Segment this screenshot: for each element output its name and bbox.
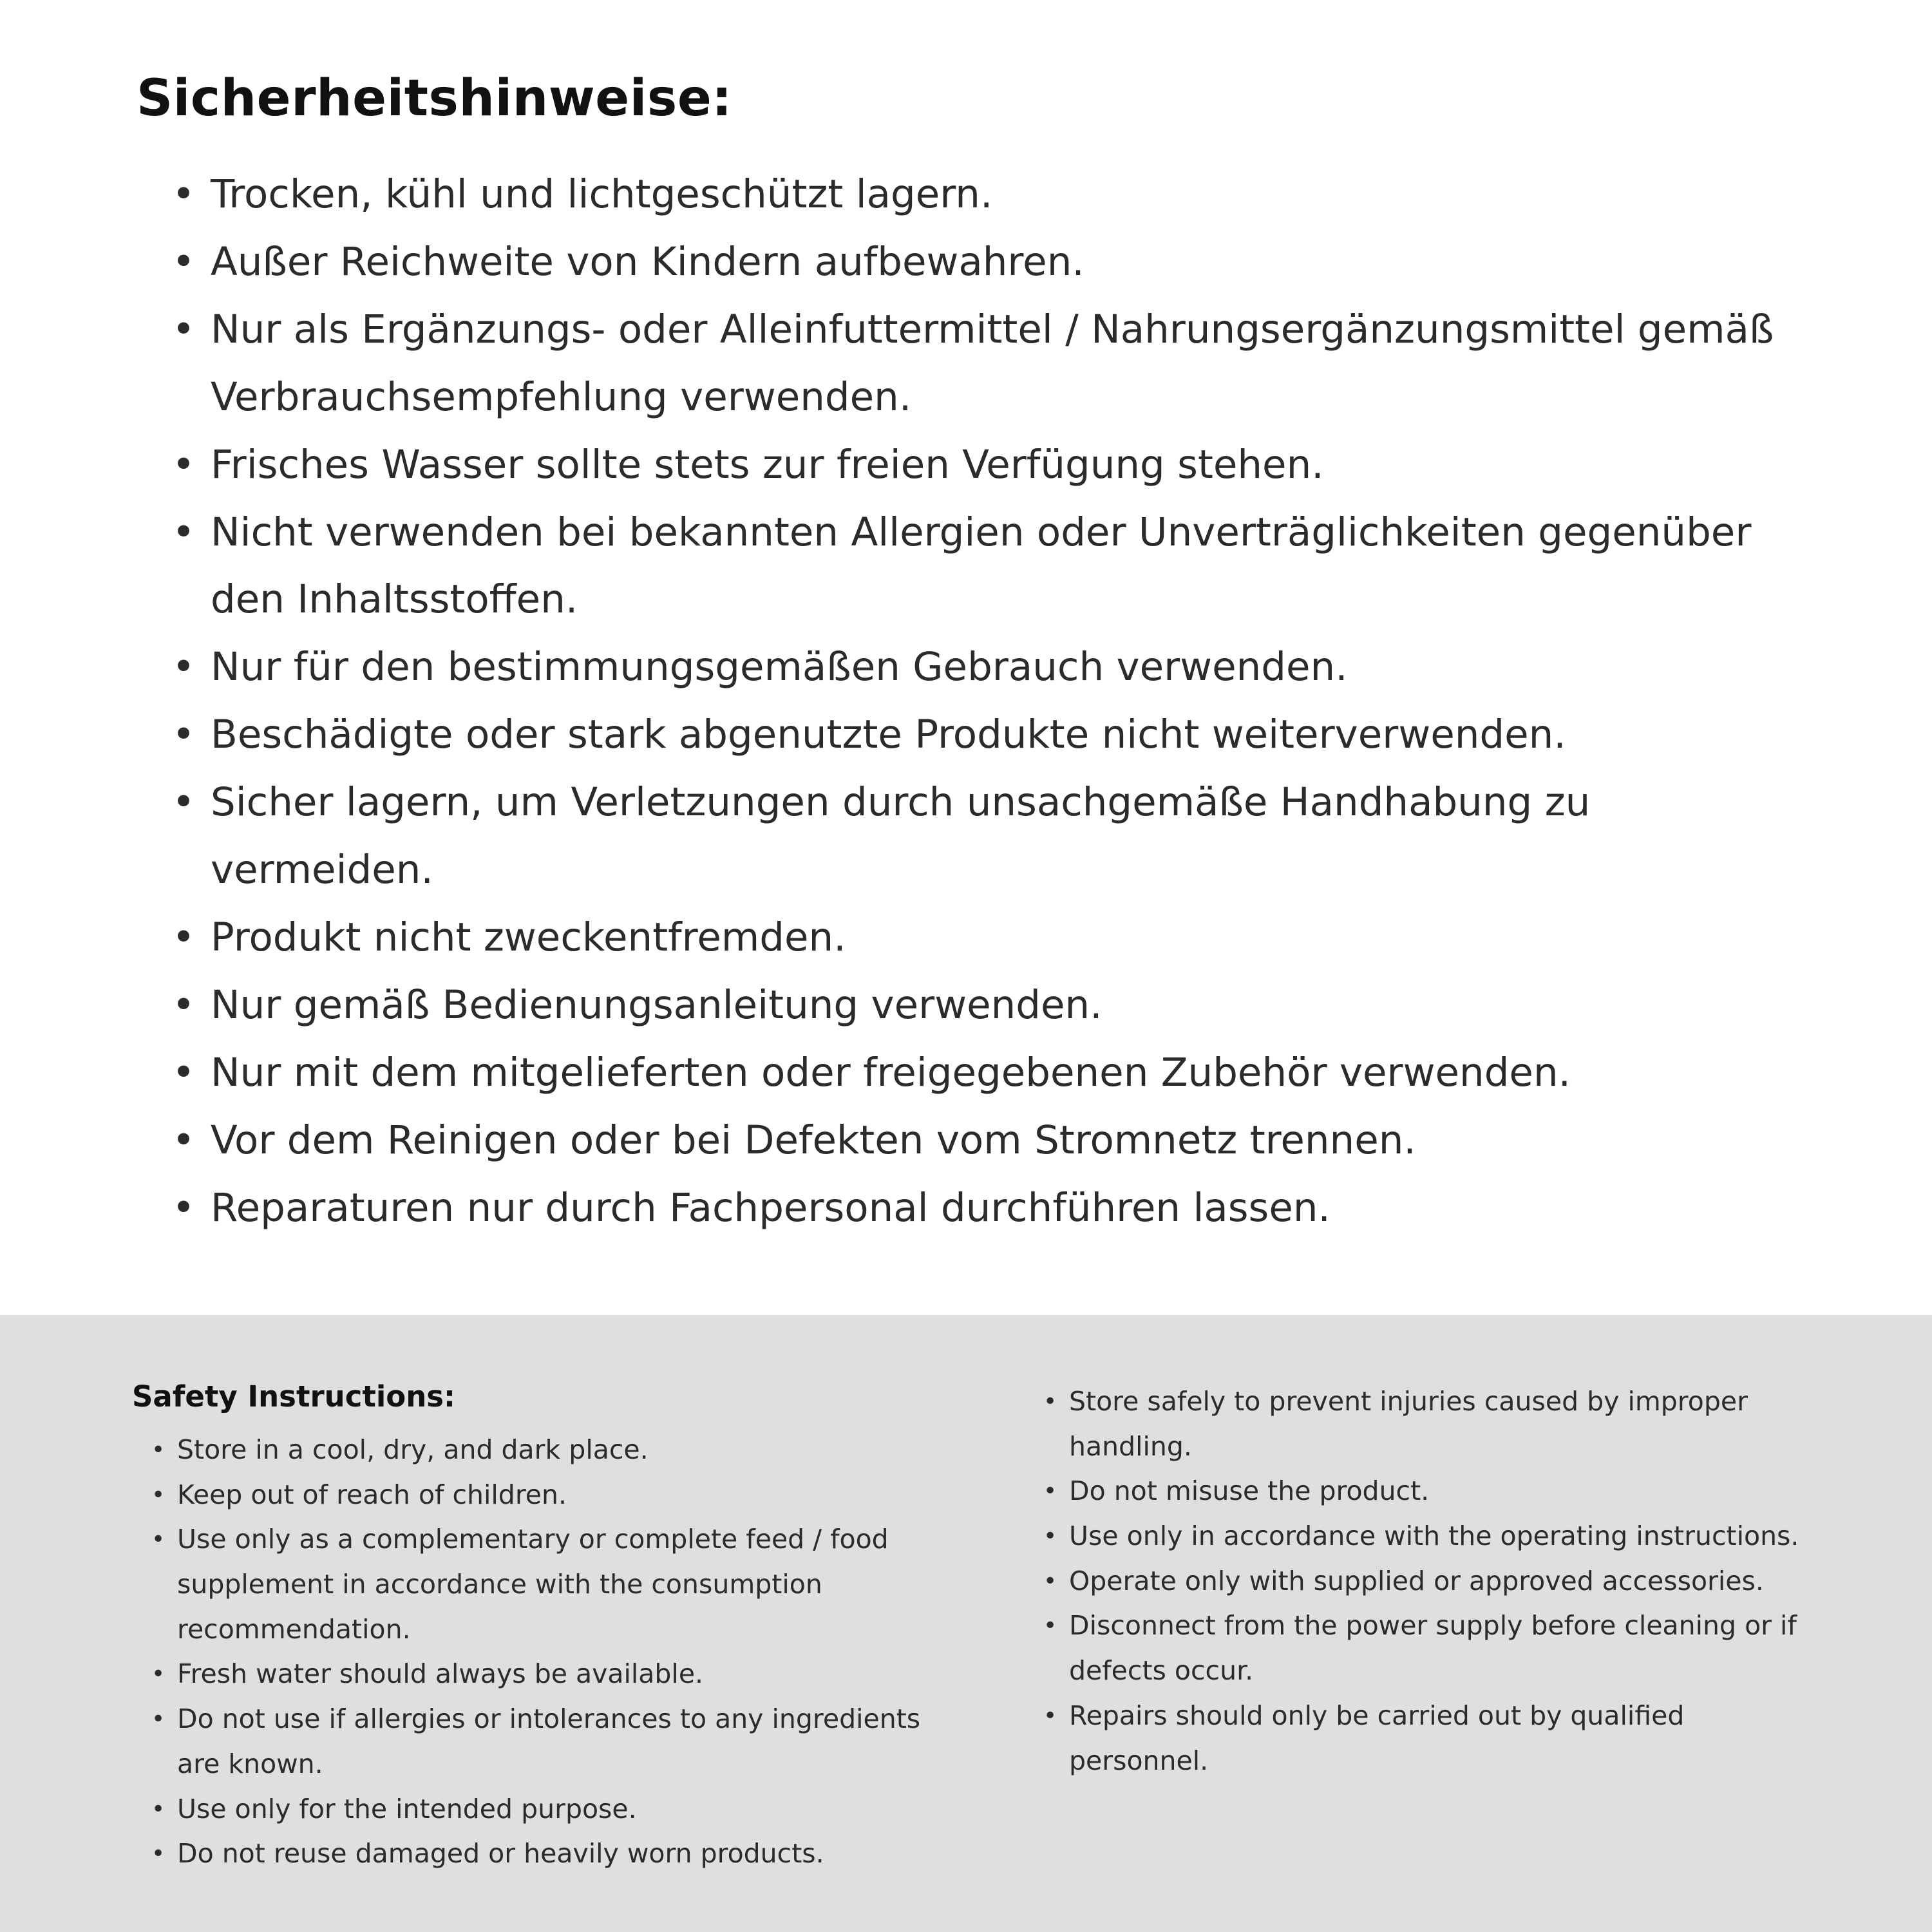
list-item: • Repairs should only be carried out by qualified personnel. [1043,1694,1819,1783]
list-item: • Keep out of reach of children. [151,1473,927,1518]
list-item: • Frisches Wasser sollte stets zur freien Verfügung stehen. [172,431,1816,499]
list-item: • Reparaturen nur durch Fachpersonal durchführen lassen. [172,1175,1816,1242]
english-two-column-layout [132,1379,1819,1877]
list-item: • Use only in accordance with the operating instructions. [1043,1514,1819,1559]
list-item: • Nur für den bestimmungsgemäßen Gebrauch verwenden. [172,634,1816,701]
list-item: • Nur mit dem mitgelieferten oder freigegebenen Zubehör verwenden. [172,1039,1816,1107]
list-item: • Store in a cool, dry, and dark place. [151,1428,927,1473]
list-item: • Trocken, kühl und lichtgeschützt lagern. [172,161,1816,229]
list-item: • Disconnect from the power supply before cleaning or if defects occur. [1043,1604,1819,1693]
list-item: • Use only for the intended purpose. [151,1787,927,1832]
list-item: • Do not use if allergies or intolerances to any ingredients are known. [151,1697,927,1786]
list-item: • Nur gemäß Bedienungsanleitung verwenden. [172,972,1816,1039]
list-item: • Vor dem Reinigen oder bei Defekten vom Stromnetz trennen. [172,1107,1816,1175]
english-right-column [1024,1379,1819,1783]
list-item: • Beschädigte oder stark abgenutzte Produkte nicht weiterverwenden. [172,701,1816,769]
german-section-title: Sicherheitshinweise: [137,70,732,128]
list-item: • Außer Reichweite von Kindern aufbewahren. [172,229,1816,296]
list-item: • Nur als Ergänzungs- oder Alleinfuttermittel / Nahrungsergänzungsmittel gemäß Verbrauchsempfehlung verwenden. [172,296,1816,431]
english-safety-section [0,1315,1932,1932]
list-item: • Sicher lagern, um Verletzungen durch unsachgemäße Handhabung zu vermeiden. [172,769,1816,904]
list-item: • Do not reuse damaged or heavily worn products. [151,1832,927,1877]
list-item: • Operate only with supplied or approved accessories. [1043,1559,1819,1604]
english-section-title: Safety Instructions: [132,1379,456,1414]
english-safety-list-right [1024,1379,1819,1783]
german-safety-list [137,161,1816,1242]
list-item: • Produkt nicht zweckentfremden. [172,904,1816,972]
list-item: • Nicht verwenden bei bekannten Allergien oder Unverträglichkeiten gegenüber den Inhaltsstoffen. [172,499,1816,634]
english-left-column [132,1379,927,1877]
list-item: • Fresh water should always be available. [151,1652,927,1697]
list-item: • Store safely to prevent injuries caused by improper handling. [1043,1379,1819,1469]
list-item: • Do not misuse the product. [1043,1469,1819,1514]
english-safety-list-left [132,1428,927,1877]
list-item: • Use only as a complementary or complete feed / food supplement in accordance with the consumption recommendation. [151,1517,927,1652]
